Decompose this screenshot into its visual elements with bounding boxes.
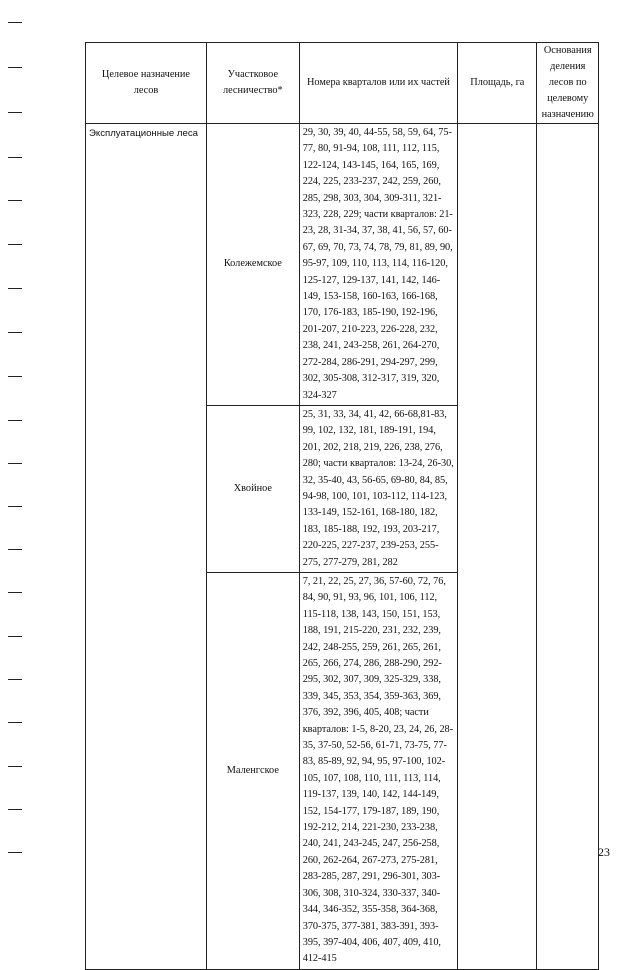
district-cell: Маленгское: [206, 572, 299, 969]
table-header-row: [86, 43, 599, 124]
margin-mark: [8, 67, 22, 68]
margin-mark: [8, 852, 22, 853]
margin-mark: [8, 463, 22, 464]
margin-mark: [8, 592, 22, 593]
margin-mark: [8, 809, 22, 810]
margin-mark: [8, 244, 22, 245]
margin-mark: [8, 506, 22, 507]
table-row: [86, 124, 599, 406]
margin-mark: [8, 22, 22, 23]
header-district-forestry: Участковое лесничество*: [206, 43, 299, 124]
margin-mark: [8, 679, 22, 680]
header-area: Площадь, га: [458, 43, 537, 124]
margin-mark: [8, 766, 22, 767]
basis-cell: [537, 124, 599, 970]
margin-mark: [8, 549, 22, 550]
margin-mark: [8, 112, 22, 113]
forest-purpose-table: [85, 42, 599, 970]
margin-mark: [8, 420, 22, 421]
header-forest-purpose: Целевое назначение лесов: [86, 43, 207, 124]
header-quarter-numbers: Номера кварталов или их частей: [299, 43, 457, 124]
quarters-cell: 25, 31, 33, 34, 41, 42, 66-68,81-83, 99, 102, 132, 181, 189-191, 194, 201, 202, 218, 219, 226, 238, 276, 280; части кварталов: 13-24, 26-30, 32, 35-40, 43, 56-65, 69-80, 84, 85, 94-98, 100, 101, 103-112, 114-123, 133-149, 152-161, 168-180, 182, 183, 185-188, 192, 193, 203-217, 220-225, 227-237, 239-253, 255-275, 277-279, 281, 282: [299, 405, 457, 572]
margin-mark: [8, 200, 22, 201]
quarters-cell: 7, 21, 22, 25, 27, 36, 57-60, 72, 76, 84, 90, 91, 93, 96, 101, 106, 112, 115-118, 138, 143, 150, 151, 153, 188, 191, 215-220, 231, 232, 239, 242, 248-255, 259, 261, 265, 261, 265, 266, 274, 286, 288-290, 292-295, 302, 307, 309, 325-329, 338, 339, 345, 353, 354, 359-363, 369, 376, 392, 396, 405, 408; части кварталов: 1-5, 8-20, 23, 24, 26, 28-35, 37-50, 52-56, 61-71, 73-75, 77-83, 85-89, 92, 94, 95, 97-100, 102-105, 107, 108, 110, 111, 113, 114, 119-137, 139, 140, 142, 144-149, 152, 154-177, 179-187, 189, 190, 192-212, 214, 221-230, 233-238, 240, 241, 243-245, 247, 256-258, 260, 262-264, 267-273, 275-281, 283-285, 287, 291, 296-301, 303-306, 308, 310-324, 330-337, 340-344, 346-352, 355-358, 364-368, 370-375, 377-381, 383-391, 393-395, 397-404, 406, 407, 409, 410, 412-415: [299, 572, 457, 969]
header-basis: Основания деления лесов по целевому назначению: [537, 43, 599, 124]
area-cell: [458, 124, 537, 970]
forest-purpose-cell: Эксплуатационные леса: [86, 124, 207, 970]
margin-mark: [8, 376, 22, 377]
margin-mark: [8, 157, 22, 158]
district-cell: Хвойное: [206, 405, 299, 572]
margin-mark: [8, 288, 22, 289]
page-number: 23: [598, 845, 610, 859]
margin-mark: [8, 722, 22, 723]
margin-mark: [8, 636, 22, 637]
district-cell: Колежемское: [206, 124, 299, 406]
quarters-cell: 29, 30, 39, 40, 44-55, 58, 59, 64, 75-77, 80, 91-94, 108, 111, 112, 115, 122-124, 143-145, 164, 165, 169, 224, 225, 233-237, 242, 259, 260, 285, 298, 303, 304, 309-311, 321-323, 228, 229; части кварталов: 21-23, 28, 31-34, 37, 38, 41, 56, 57, 60-67, 69, 70, 73, 74, 78, 79, 81, 89, 90, 95-97, 109, 110, 113, 114, 116-120, 125-127, 129-137, 141, 142, 146-149, 153-158, 160-163, 166-168, 170, 176-183, 185-190, 192-196, 201-207, 210-223, 226-228, 232, 238, 241, 243-258, 261, 264-270, 272-284, 286-291, 294-297, 299, 302, 305-308, 312-317, 319, 320, 324-327: [299, 124, 457, 406]
binding-margin-marks: [0, 0, 40, 905]
margin-mark: [8, 332, 22, 333]
